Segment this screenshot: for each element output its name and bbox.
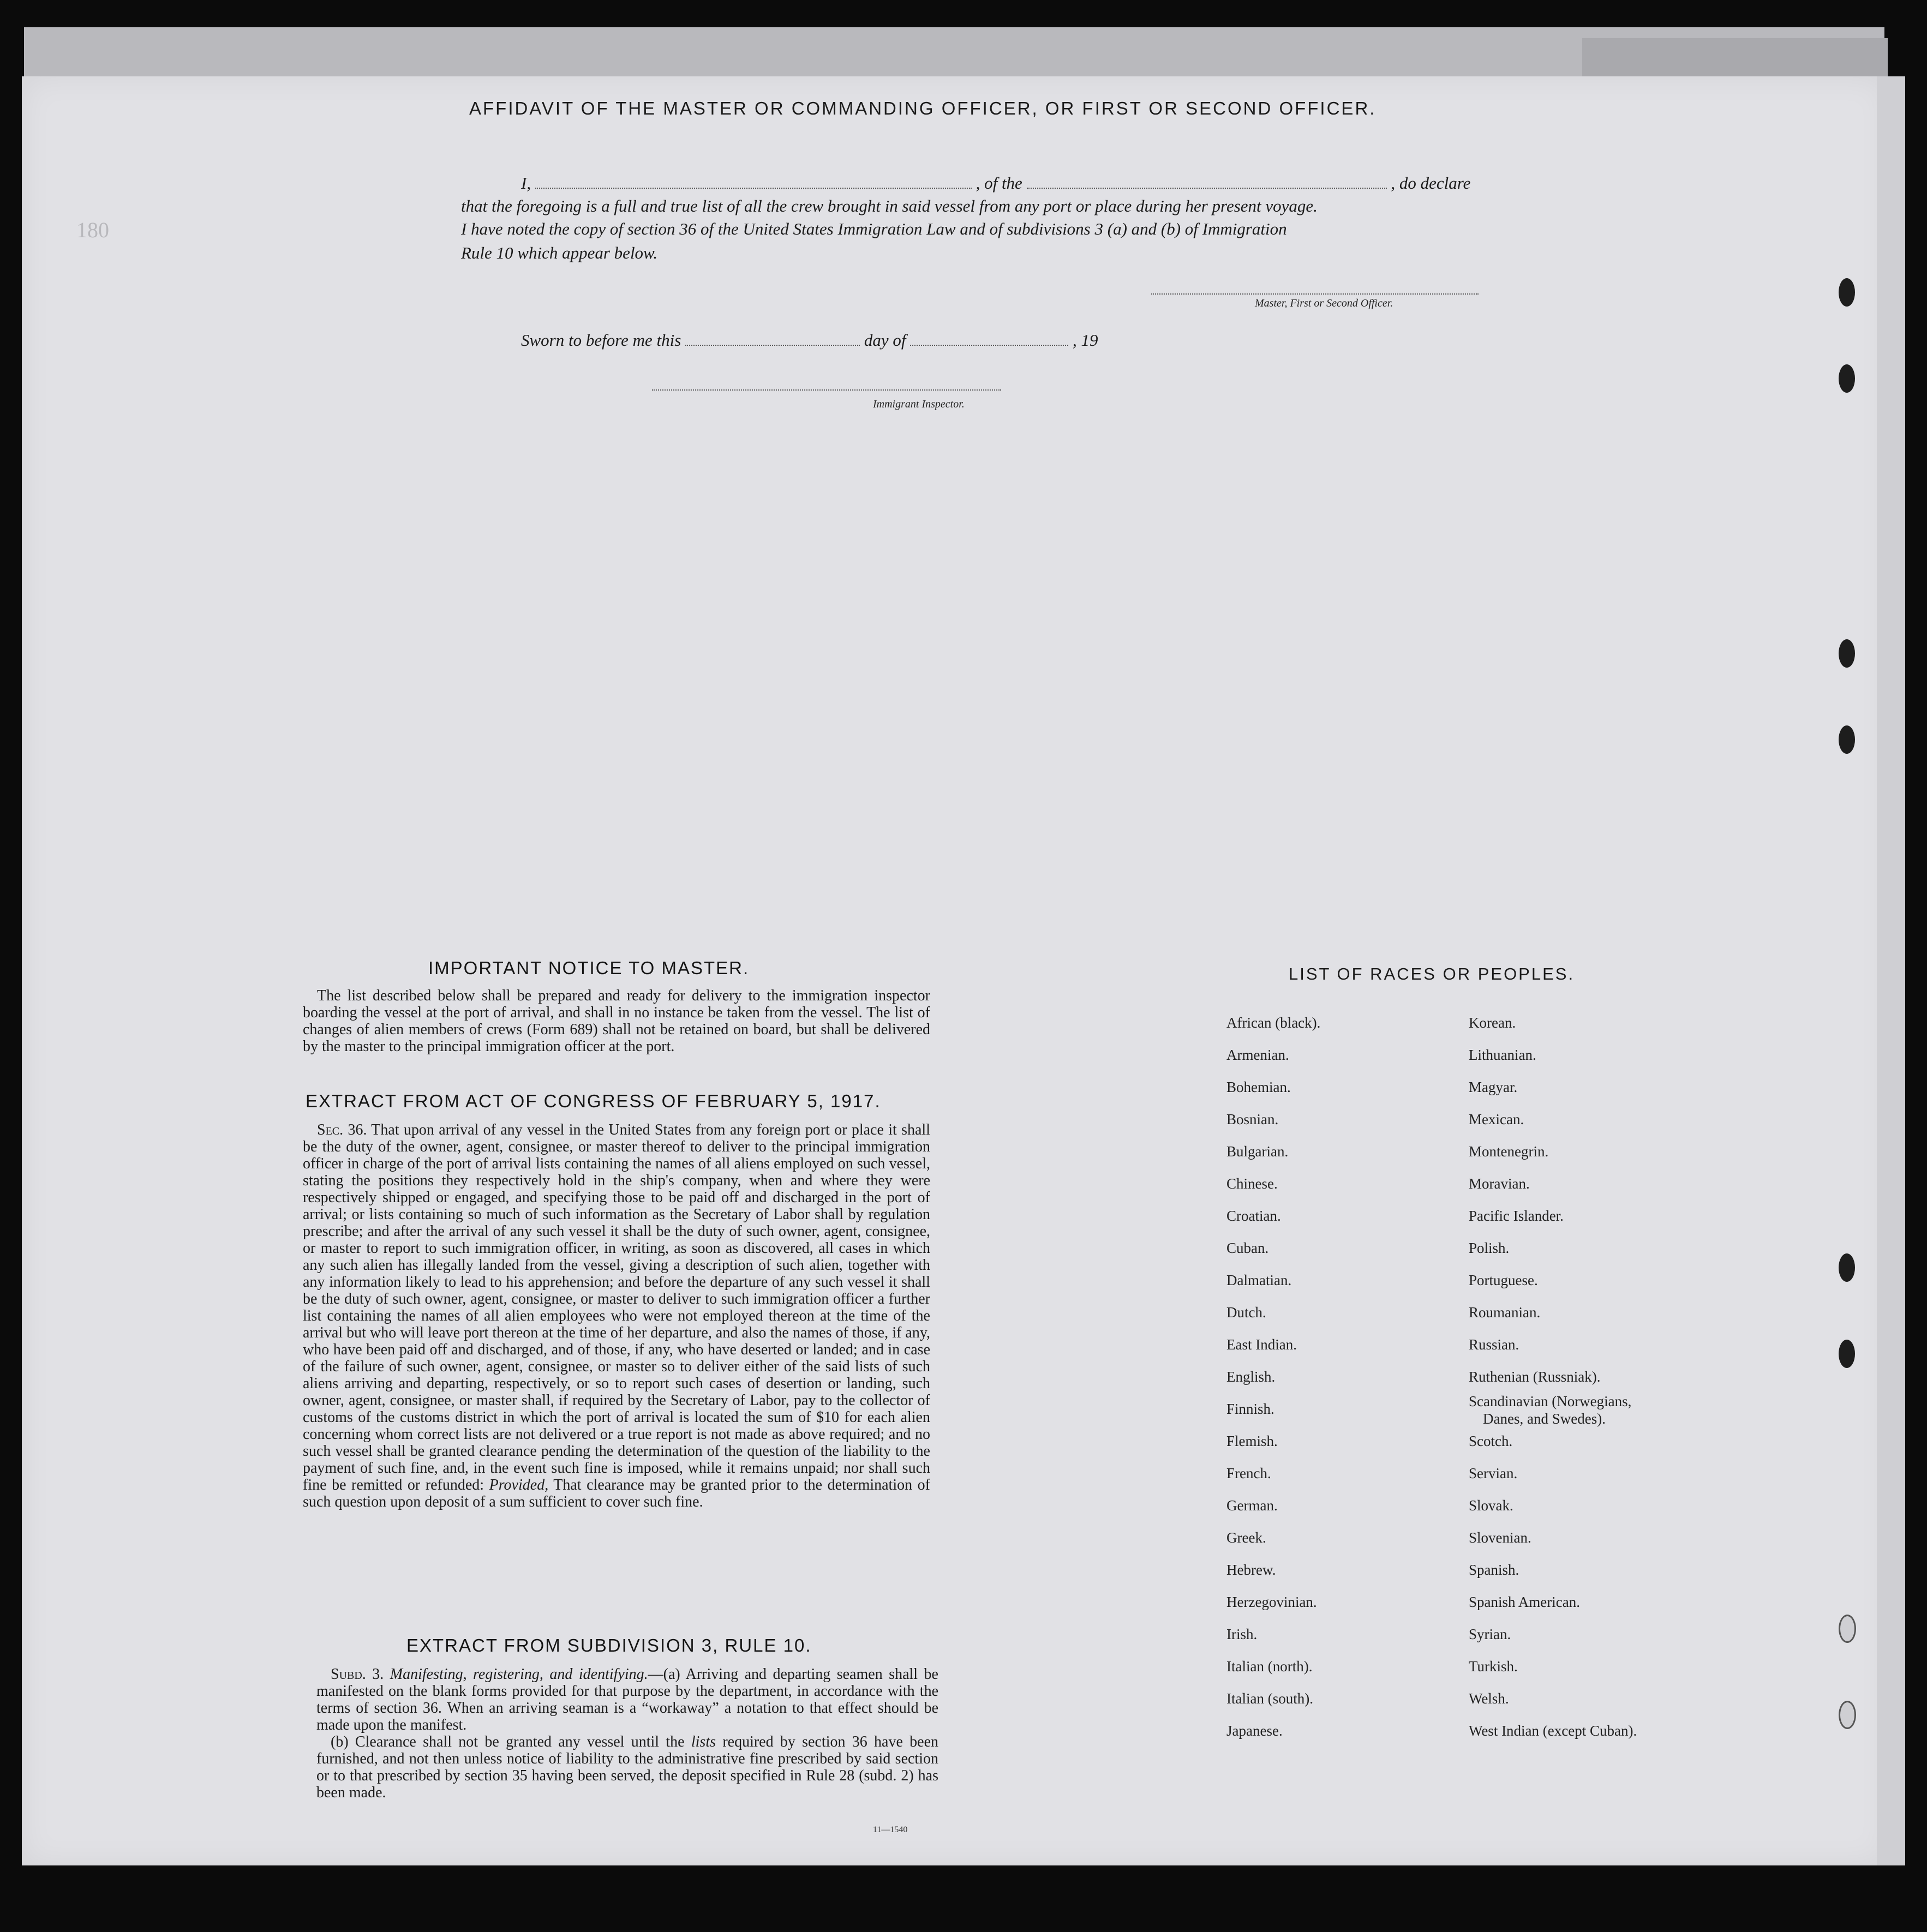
race-item: Welsh.: [1469, 1690, 1509, 1707]
race-item: Dalmatian.: [1226, 1272, 1292, 1288]
notice-title: IMPORTANT NOTICE TO MASTER.: [428, 958, 750, 978]
race-item: Servian.: [1469, 1465, 1518, 1481]
races-title: LIST OF RACES OR PEOPLES.: [1289, 964, 1575, 983]
subd-para-b-lists: lists: [691, 1733, 716, 1750]
race-item: Magyar.: [1469, 1079, 1518, 1095]
subd-heading: Manifesting, registering, and identifying.: [390, 1666, 648, 1683]
affidavit-line-1: [521, 173, 1470, 193]
race-item: Polish.: [1469, 1240, 1510, 1256]
race-item: Korean.: [1469, 1015, 1516, 1031]
races-left-column: [1226, 1015, 1499, 1745]
subd-para-b-rest: required by section 36 have been furnished, and not then unless notice of liability to the administrative fine prescribed by said section or to that prescribed by section 35 having been served, the deposit specified in Rule 28 (subd. 2) has been made.: [316, 1733, 939, 1801]
sec-36-text-end: That clearance may be granted prior to the determination of such question upon deposit of a sum sufficient to cover such fine.: [303, 1477, 930, 1510]
race-item: West Indian (except Cuban).: [1469, 1723, 1637, 1739]
race-item: Lithuanian.: [1469, 1047, 1536, 1063]
master-signature-line[interactable]: [1151, 292, 1479, 295]
race-item: Pacific Islander.: [1469, 1208, 1564, 1224]
race-item: Bosnian.: [1226, 1111, 1279, 1127]
race-item: Flemish.: [1226, 1433, 1278, 1449]
race-item: African (black).: [1226, 1015, 1321, 1031]
notice-text: [303, 987, 930, 1055]
race-item: Bohemian.: [1226, 1079, 1291, 1095]
race-item: Portuguese.: [1469, 1272, 1538, 1288]
race-item-continuation: Danes, and Swedes).: [1483, 1411, 1606, 1427]
race-item: Hebrew.: [1226, 1562, 1276, 1578]
race-item: English.: [1226, 1369, 1276, 1385]
race-item: Montenegrin.: [1469, 1143, 1549, 1160]
race-item: Greek.: [1226, 1529, 1266, 1546]
race-item: Finnish.: [1226, 1401, 1274, 1417]
race-item: Herzegovinian.: [1226, 1594, 1317, 1610]
binder-hole: [1839, 1701, 1856, 1729]
binder-hole: [1839, 278, 1855, 307]
binder-hole: [1839, 725, 1855, 754]
race-item: Italian (north).: [1226, 1658, 1313, 1675]
race-item: East Indian.: [1226, 1336, 1297, 1353]
race-item: Slovak.: [1469, 1497, 1513, 1514]
race-item: Mexican.: [1469, 1111, 1524, 1127]
race-item: Bulgarian.: [1226, 1143, 1289, 1160]
race-item: Roumanian.: [1469, 1304, 1541, 1321]
race-item: Italian (south).: [1226, 1690, 1313, 1707]
inspector-signature-line[interactable]: [652, 388, 1001, 391]
race-item: Slovenian.: [1469, 1529, 1531, 1546]
vessel-blank[interactable]: [1027, 176, 1387, 189]
race-item: Ruthenian (Russniak).: [1469, 1369, 1601, 1385]
extract-act-title: EXTRACT FROM ACT OF CONGRESS OF FEBRUARY 5, 1917.: [306, 1091, 881, 1111]
name-blank[interactable]: [535, 176, 972, 189]
extract-rule-text: [316, 1666, 938, 1801]
race-item: Dutch.: [1226, 1304, 1266, 1321]
subd-label: Subd. 3.: [331, 1666, 384, 1683]
extract-rule-title: EXTRACT FROM SUBDIVISION 3, RULE 10.: [406, 1635, 812, 1655]
race-item: Cuban.: [1226, 1240, 1269, 1256]
races-right-column: [1469, 1015, 1774, 1745]
binder-hole: [1839, 639, 1855, 668]
binder-hole: [1839, 1340, 1855, 1368]
month-blank[interactable]: [910, 333, 1068, 346]
binder-hole: [1839, 1615, 1856, 1643]
sec-36-text: That upon arrival of any vessel in the United States from any foreign port or place it shall be the duty of the owner, agent, consignee, or master thereof to deliver to the principal immigration officer in charge of the port of arrival lists containing the names of all aliens employed on such vessel, stating the positions they respectively hold in the ship's company, when and where they were respectively shipped or engaged, and specifying those to be paid off and discharged in the port of arrival; or lists containing so much of such information as the Secretary of Labor shall by regulation prescribe; and after the arrival of any such vessel it shall be the duty of such owner, agent, consignee, or master to report to such immigration officer, in writing, as soon as discovered, all cases in which any such alien has illegally landed from the vessel, giving a description of such alien, together with any information likely to lead to his apprehension; and before the departure of any such vessel it shall be the duty of such owner, agent, consignee, or master to deliver to such immigration officer a further list containing the names of all alien employees who were not employed thereon at the time of the arrival but who will leave port thereon at the time of her departure, and also the names of those, if any, who have been paid off and discharged, and of those, if any, who have deserted or landed; and in case of the failure of such owner, agent, consignee, or master so to deliver either of the said lists of such aliens arriving and departing, respectively, or so to report such cases of desertion or landing, such owner, agent, consignee, or master shall, if required by the Secretary of Labor, pay to the collector of customs of the customs district in which the port of arrival is located the sum of $10 for each alien concerning whom correct lists are not delivered or a true report is not made as above required; and no such vessel shall be granted clearance pending the determination of the question of the liability to the payment of such fine, and, in the event such fine is imposed, while it remains unpaid; nor shall such fine be remitted or refunded:: [303, 1121, 930, 1493]
inspector-caption: Immigrant Inspector.: [873, 398, 965, 410]
race-item: Chinese.: [1226, 1175, 1278, 1192]
race-item: Spanish American.: [1469, 1594, 1580, 1610]
page-edge: [1877, 76, 1905, 1865]
bleed-through-number: 180: [76, 218, 109, 242]
affidavit-do-declare: , do declare: [1391, 173, 1471, 193]
day-blank[interactable]: [685, 333, 860, 346]
affidavit-i: I,: [521, 173, 531, 193]
race-item: French.: [1226, 1465, 1271, 1481]
affidavit-of-the: , of the: [976, 173, 1022, 193]
master-caption: Master, First or Second Officer.: [1255, 297, 1393, 309]
race-item: Croatian.: [1226, 1208, 1281, 1224]
race-item: Irish.: [1226, 1626, 1258, 1642]
form-number: 11—1540: [873, 1825, 908, 1834]
affidavit-line-2: that the foregoing is a full and true list of all the crew brought in said vessel from any port or place during her present voyage.: [461, 196, 1318, 215]
affidavit-line-3: I have noted the copy of section 36 of the United States Immigration Law and of subdivisions 3 (a) and (b) of Immigration: [461, 219, 1287, 238]
race-item: Moravian.: [1469, 1175, 1530, 1192]
affidavit-line-4: Rule 10 which appear below.: [461, 243, 658, 262]
affidavit-title: AFFIDAVIT OF THE MASTER OR COMMANDING OFFICER, OR FIRST OR SECOND OFFICER.: [469, 98, 1377, 118]
race-item: Spanish.: [1469, 1562, 1519, 1578]
subd-para-b-start: (b) Clearance shall not be granted any vessel until the: [331, 1733, 685, 1750]
sworn-line: [521, 331, 1098, 350]
race-item: Scotch.: [1469, 1433, 1513, 1449]
subd-para-a: —(a) Arriving and departing seamen shall be manifested on the blank forms provided for that purpose by the department, in accordance with the terms of section 36. When an arriving seaman is a “workaway” a notation to that effect should be made upon the manifest.: [316, 1666, 938, 1733]
sworn-text: Sworn to before me this: [521, 331, 681, 350]
year-text: , 19: [1072, 331, 1098, 350]
race-item: Turkish.: [1469, 1658, 1518, 1675]
race-item: Russian.: [1469, 1336, 1519, 1353]
race-item: Scandinavian (Norwegians,: [1469, 1393, 1632, 1409]
race-item: Armenian.: [1226, 1047, 1289, 1063]
notice-body: The list described below shall be prepared and ready for delivery to the immigration inspector boarding the vessel at the port of arrival, and shall in no instance be taken from the vessel. The list of changes of alien members of crews (Form 689) shall not be retained on board, but shall be delivered by the master to the principal immigration officer at the port.: [303, 987, 930, 1055]
day-of-text: day of: [864, 331, 906, 350]
extract-act-text: [303, 1121, 930, 1510]
proviso: Provided,: [489, 1477, 549, 1493]
race-item: Syrian.: [1469, 1626, 1511, 1642]
race-item: German.: [1226, 1497, 1278, 1514]
sec-label: Sec. 36.: [317, 1121, 367, 1138]
binder-hole: [1839, 364, 1855, 393]
race-item: Japanese.: [1226, 1723, 1283, 1739]
binder-hole: [1839, 1253, 1855, 1282]
